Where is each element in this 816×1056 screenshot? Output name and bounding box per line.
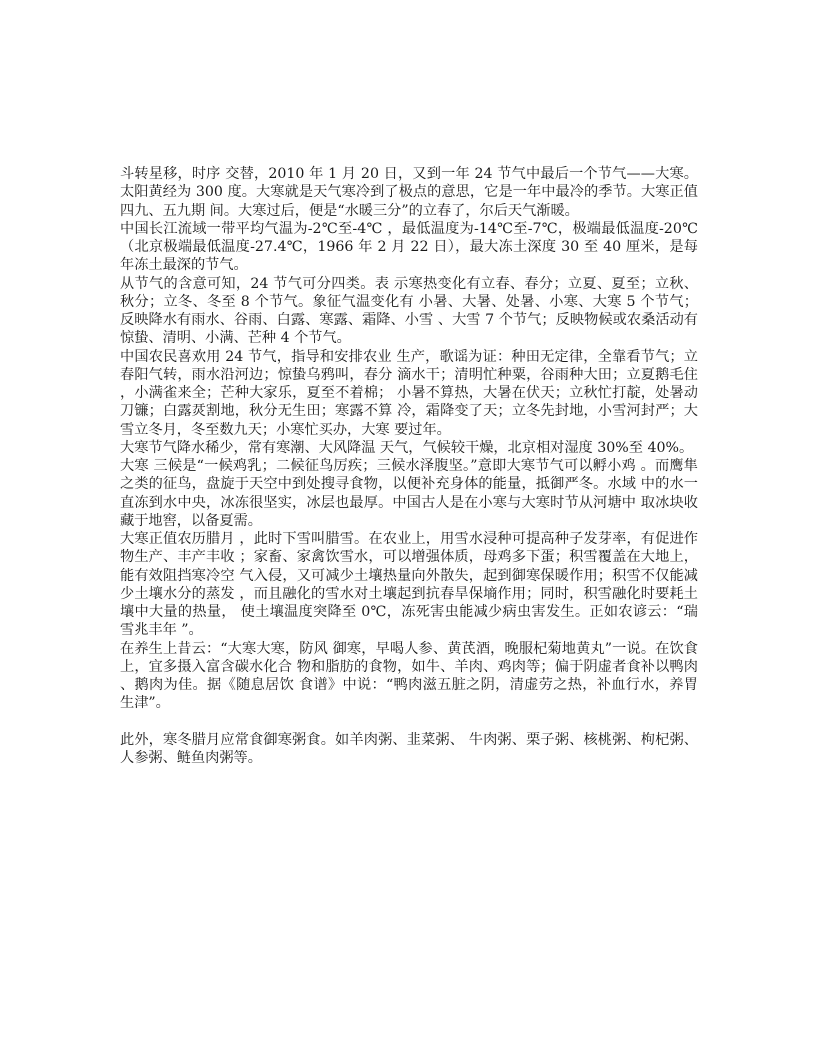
blank-line	[120, 713, 698, 731]
paragraph-health: 在养生上昔云：“大寒大寒，防风 御寒，早喝人参、黄芪酒，晚服杞菊地黄丸”一说。在饮食上，宜多摄入富含碳水化合 物和脂肪的食物，如牛、羊肉、鸡肉等；偏于阴虚者食补以鸭肉、鹅肉为佳。据《随息居饮 食谱》中说：“鸭肉滋五脏之阴，清虚劳之热，补血行水，养胃生津”。	[120, 640, 698, 712]
paragraph-precipitation: 大寒节气降水稀少，常有寒潮、大风降温 天气，气候较干燥，北京相对湿度 30%至 40%。	[120, 439, 694, 456]
paragraph-solar-terms-categories: 从节气的含意可知，24 节气可分四类。表 示寒热变化有立春、春分；立夏、夏至；立秋、秋分；立冬、冬至 8 个节气。象征气温变化有 小暑、大暑、处暑、小寒、大寒 5 个节气；反映降水有雨水、谷雨、白露、寒露、霜降、小雪 、大雪 7 个节气；反映物候或农桑活动有惊蛰、清明、小满、芒种 4 个节气。	[120, 275, 698, 347]
paragraph-three-phenology: 大寒 三候是“一候鸡乳；二候征鸟厉疾；三候水泽腹坚。”意即大寒节气可以孵小鸡 。而鹰隼之类的征鸟，盘旋于天空中到处搜寻食物，以便补充身体的能量，抵御严冬。水域 中的水一直冻到水中央，冰冻很坚实，冰层也最厚。中国古人是在小寒与大寒时节从河塘中 取冰块收藏于地窖，以备夏需。	[120, 458, 698, 529]
paragraph-farmer-rhyme: 中国农民喜欢用 24 节气，指导和安排农业 生产，歌谣为证：种田无定律，全靠看节气；立春阳气转，雨水沿河边；惊蛰乌鸦叫，春分 滴水干；清明忙种粟，谷雨种大田；立夏鹅毛住，小满雀来全；芒种大家乐，夏至不着棉； 小暑不算热，大暑在伏天；立秋忙打靛，处暑动刀镰；白露烎割地，秋分无生田；寒露不算 冷，霜降变了天；立冬先封地，小雪河封严；大雪立冬月，冬至数九天；小寒忙买办，大寒 要过年。	[120, 348, 698, 438]
paragraph-porridge: 此外，寒冬腊月应常食御寒粥食。如羊肉粥、韭菜粥、 牛肉粥、栗子粥、核桃粥、枸杞粥、人参粥、鲢鱼肉粥等。	[120, 731, 698, 766]
paragraph-dahan-intro: 斗转星移，时序 交替，2010 年 1 月 20 日，又到一年 24 节气中最后一个节气——大寒。太阳黄经为 300 度。大寒就是天气寒冷到了极点的意思，它是一年中最冷的季节。大寒正值四九、五九期 间。大寒过后，便是“水暖三分”的立春了，尔后天气渐暖。	[120, 166, 698, 219]
document-body	[120, 165, 698, 767]
paragraph-temperature: 中国长江流域一带平均气温为-2℃至-4℃ ，最低温度为-14℃至-7℃，极端最低温度-20℃（北京极端最低温度-27.4℃，1966 年 2 月 22 日），最大冻土深度 30 至 40 厘米，是每年冻土最深的节气。	[120, 220, 698, 274]
paragraph-la-snow: 大寒正值农历腊月 ，此时下雪叫腊雪。在农业上，用雪水浸种可提高种子发芽率，有促进作物生产、丰产丰收 ；家畜、家禽饮雪水，可以增强体质，母鸡多下蛋；积雪覆盖在大地上，能有效阻挡寒冷空 气入侵，又可减少土壤热量向外散失，起到御寒保暖作用；积雪不仅能减少土壤水分的蒸发 ，而且融化的雪水对土壤起到抗春旱保墒作用；同时，积雪融化时要耗土壤中大量的热量， 使土壤温度突降至 0℃，冻死害虫能减少病虫害发生。正如农谚云：“瑞雪兆丰年 ”。	[120, 531, 698, 639]
